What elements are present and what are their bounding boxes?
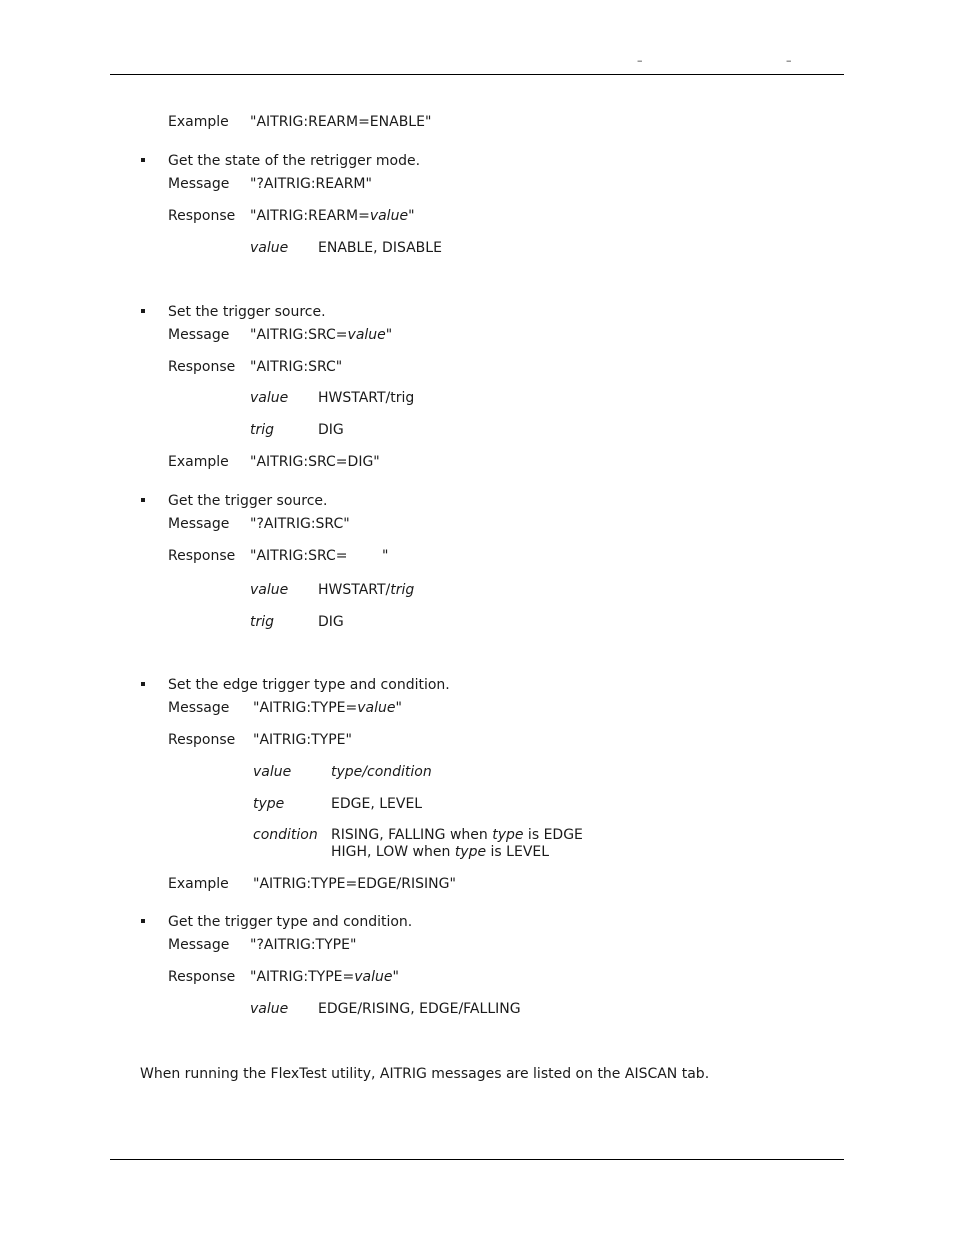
footer-rule	[110, 1159, 844, 1160]
response-label: Response	[168, 732, 236, 748]
param-name: value	[253, 764, 292, 780]
section-title: Get the trigger type and condition.	[168, 914, 413, 930]
param-name: value	[250, 1001, 289, 1017]
response-label: Response	[168, 969, 236, 985]
response-value-prefix: "AITRIG:SRC=	[250, 548, 348, 564]
param-desc: DIG	[318, 422, 344, 438]
response-value-suffix: "	[382, 548, 389, 564]
param-desc: type/condition	[331, 764, 432, 780]
example-label: Example	[168, 454, 229, 470]
param-name: trig	[250, 422, 275, 438]
example-value: "AITRIG:REARM=ENABLE"	[250, 114, 432, 130]
response-label: Response	[168, 548, 236, 564]
response-value: "AITRIG:TYPE=value"	[250, 969, 399, 985]
response-value: "AITRIG:TYPE"	[253, 732, 352, 748]
section-title: Set the edge trigger type and condition.	[168, 677, 450, 693]
section-title: Set the trigger source.	[168, 304, 326, 320]
param-desc-line2: HIGH, LOW when type is LEVEL	[331, 844, 550, 860]
response-value: "AITRIG:SRC"	[250, 359, 343, 375]
param-name: condition	[253, 827, 318, 843]
param-desc: EDGE, LEVEL	[331, 796, 423, 812]
param-name: value	[250, 390, 289, 406]
footer-note: When running the FlexTest utility, AITRIG messages are listed on the AISCAN tab.	[140, 1066, 710, 1082]
param-desc: ENABLE, DISABLE	[318, 240, 442, 256]
header-mark-left: –	[637, 54, 643, 67]
message-value: "AITRIG:TYPE=value"	[253, 700, 402, 716]
example-value: "AITRIG:TYPE=EDGE/RISING"	[253, 876, 456, 892]
bullet	[141, 682, 145, 686]
param-desc: HWSTART/trig	[318, 582, 415, 598]
example-value: "AITRIG:SRC=DIG"	[250, 454, 380, 470]
param-desc: DIG	[318, 614, 344, 630]
header-mark-right: –	[786, 54, 792, 67]
response-label: Response	[168, 208, 236, 224]
response-value: "AITRIG:REARM=value"	[250, 208, 415, 224]
param-name: value	[250, 240, 289, 256]
section-title: Get the trigger source.	[168, 493, 328, 509]
bullet	[141, 919, 145, 923]
message-label: Message	[168, 176, 230, 192]
message-label: Message	[168, 516, 230, 532]
param-desc: EDGE/RISING, EDGE/FALLING	[318, 1001, 521, 1017]
param-name: trig	[250, 614, 275, 630]
message-value: "?AITRIG:TYPE"	[250, 937, 357, 953]
example-label: Example	[168, 114, 229, 130]
param-desc: HWSTART/trig	[318, 390, 415, 406]
response-label: Response	[168, 359, 236, 375]
bullet	[141, 498, 145, 502]
bullet	[141, 309, 145, 313]
message-label: Message	[168, 327, 230, 343]
param-desc-line1: RISING, FALLING when type is EDGE	[331, 827, 583, 843]
message-value: "AITRIG:SRC=value"	[250, 327, 393, 343]
bullet	[141, 158, 145, 162]
section-title: Get the state of the retrigger mode.	[168, 153, 421, 169]
param-name: type	[253, 796, 285, 812]
message-label: Message	[168, 700, 230, 716]
message-label: Message	[168, 937, 230, 953]
param-name: value	[250, 582, 289, 598]
header-rule	[110, 74, 844, 75]
example-label: Example	[168, 876, 229, 892]
message-value: "?AITRIG:REARM"	[250, 176, 372, 192]
message-value: "?AITRIG:SRC"	[250, 516, 350, 532]
